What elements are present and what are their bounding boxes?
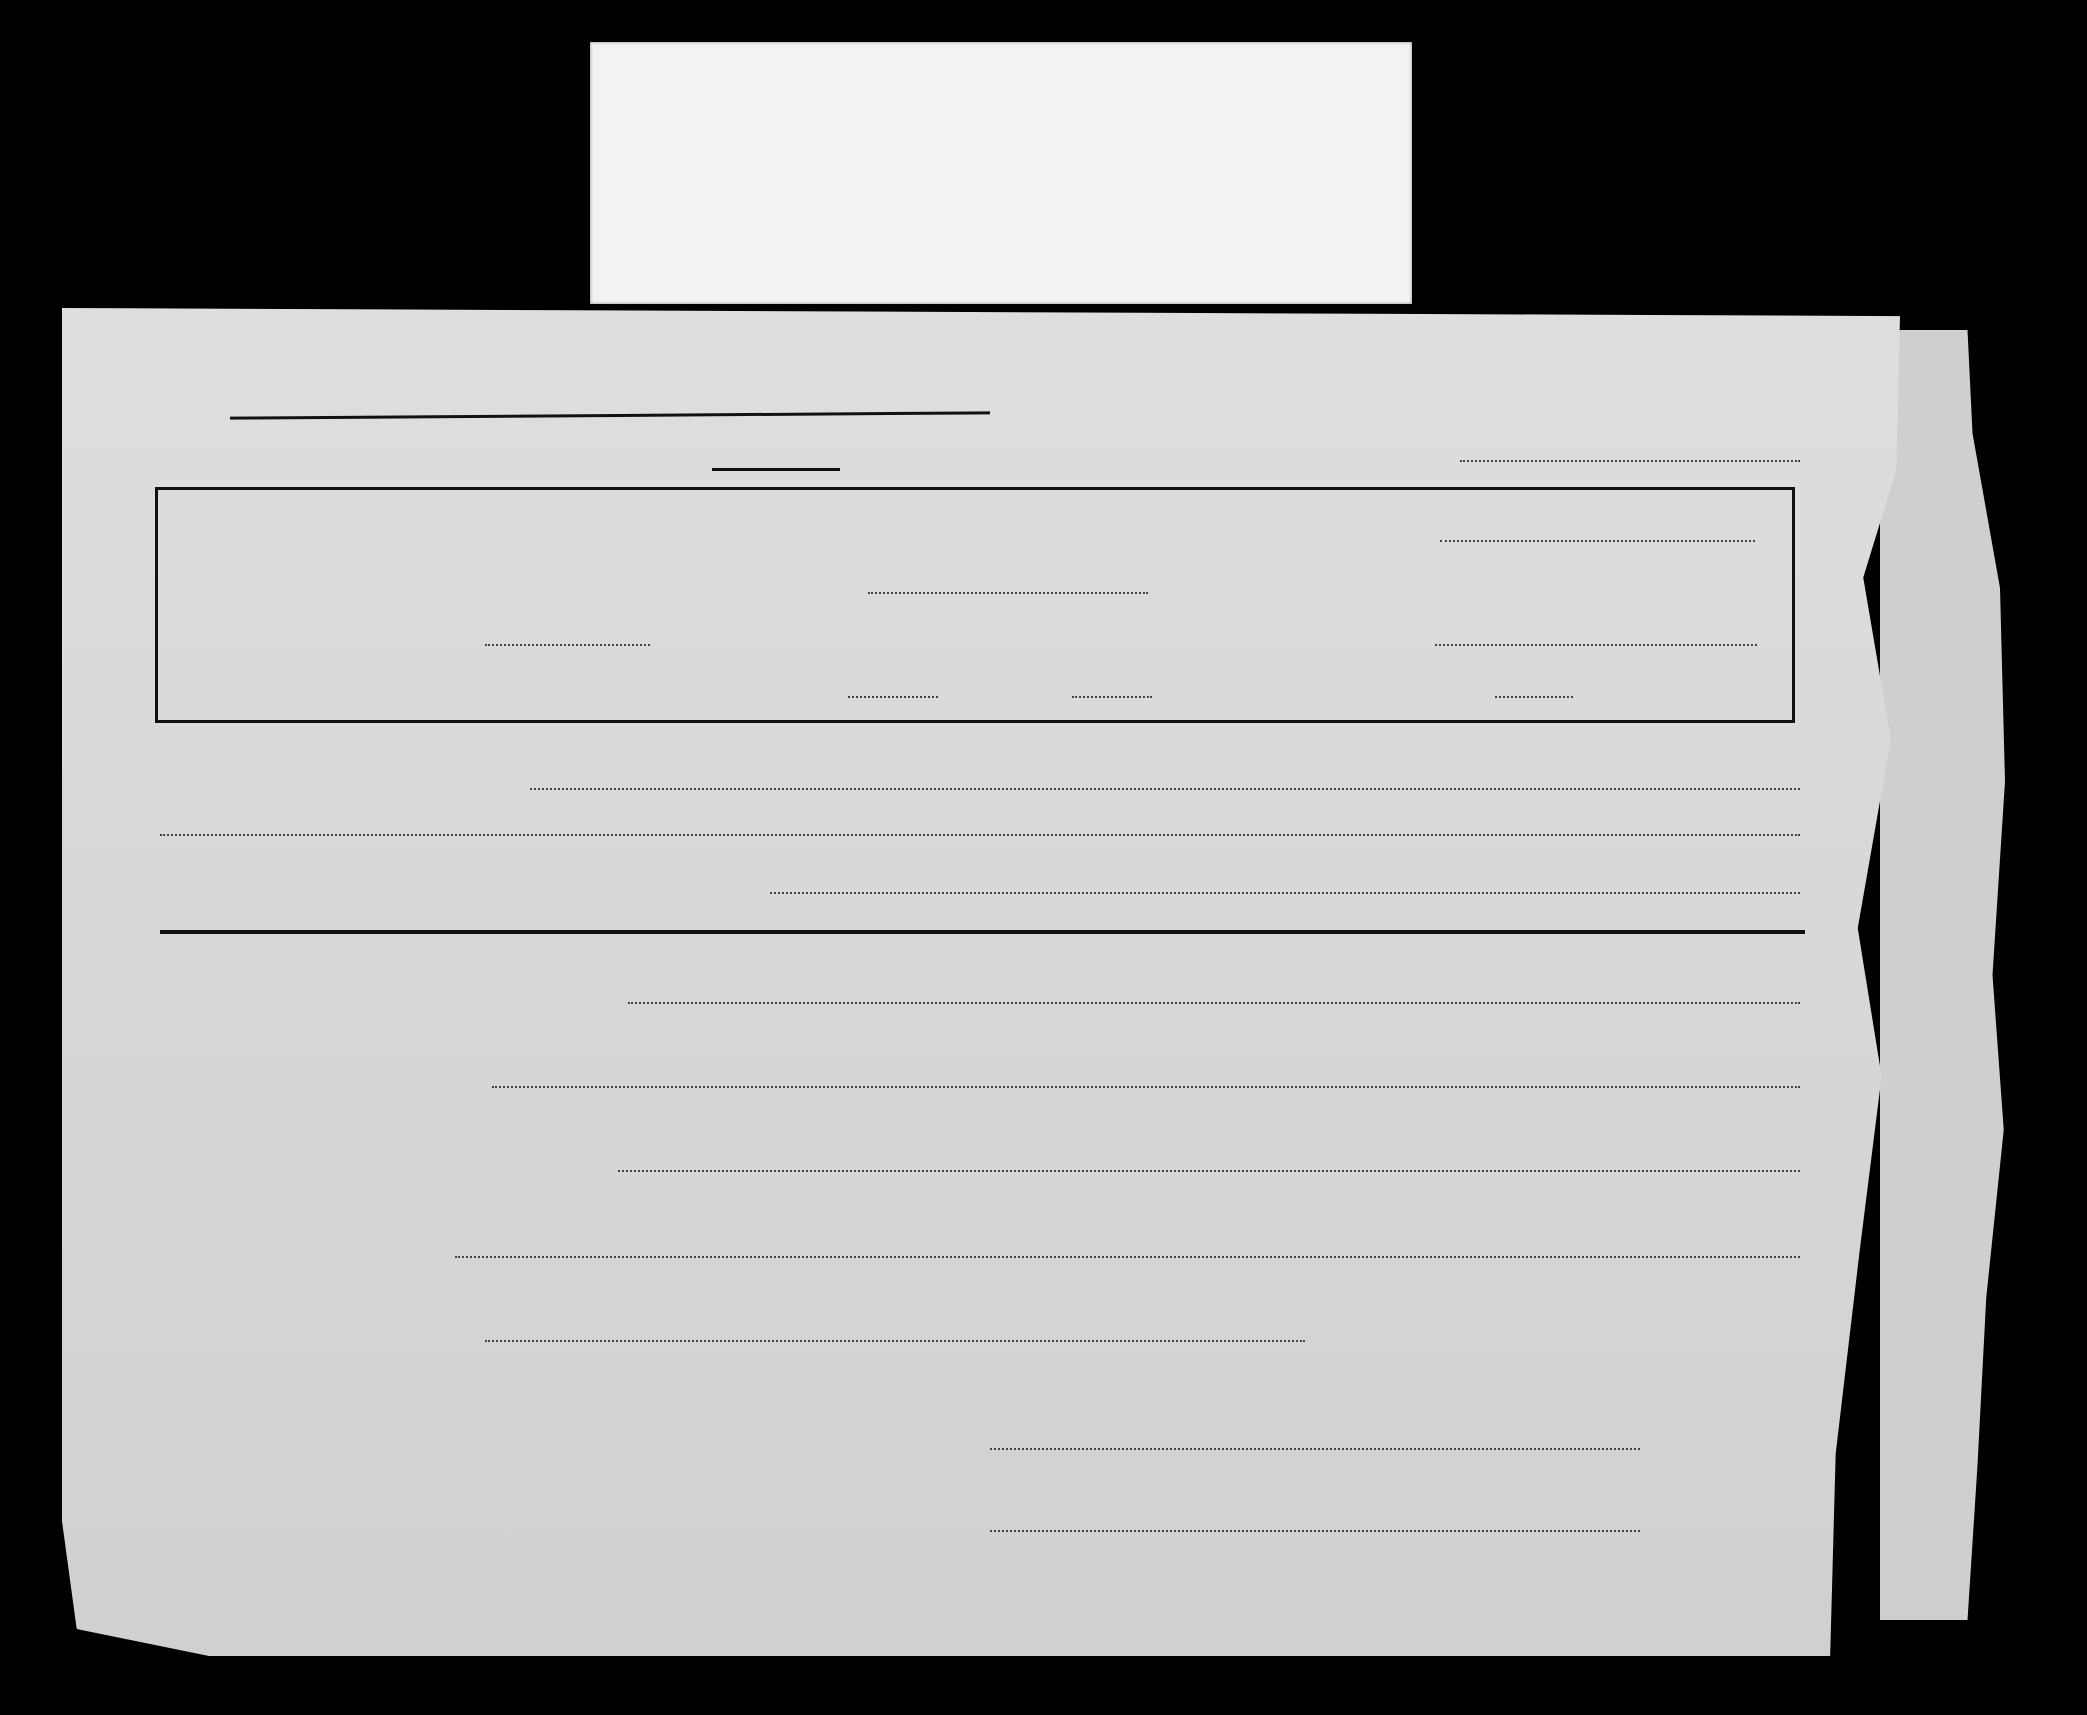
- q15-answer-line: [530, 788, 1800, 790]
- signature-line: [485, 1340, 1305, 1342]
- q14a-line-1-answer: [1440, 540, 1755, 542]
- q14a-line-4-answer-a: [848, 696, 938, 698]
- applicant-address-line: [492, 1086, 1800, 1088]
- registrar-signature-line: [990, 1530, 1640, 1532]
- q14a-line-4-answer-b: [1072, 696, 1152, 698]
- applicant-name-line: [628, 1002, 1800, 1004]
- q14a-line-3-answer-a: [485, 644, 650, 646]
- torn-paper-edge: [1880, 330, 2005, 1620]
- zags-head-signature-line: [990, 1448, 1640, 1450]
- q15-answer-line-2: [160, 834, 1800, 836]
- faded-document-label-card: [590, 42, 1412, 304]
- q14a-line-3-answer-b: [1435, 644, 1757, 646]
- documents-line: [618, 1170, 1800, 1172]
- q14a-line-2-answer: [868, 592, 1148, 594]
- q14-answer-line: [1460, 460, 1800, 462]
- q14a-line-4-answer-c: [1495, 696, 1573, 698]
- section-divider: [160, 930, 1805, 934]
- medical-certificate-answer-line: [770, 892, 1800, 894]
- remarks-line: [455, 1256, 1800, 1258]
- q14a-box: [155, 487, 1795, 723]
- q14-underline-mark: [712, 468, 840, 471]
